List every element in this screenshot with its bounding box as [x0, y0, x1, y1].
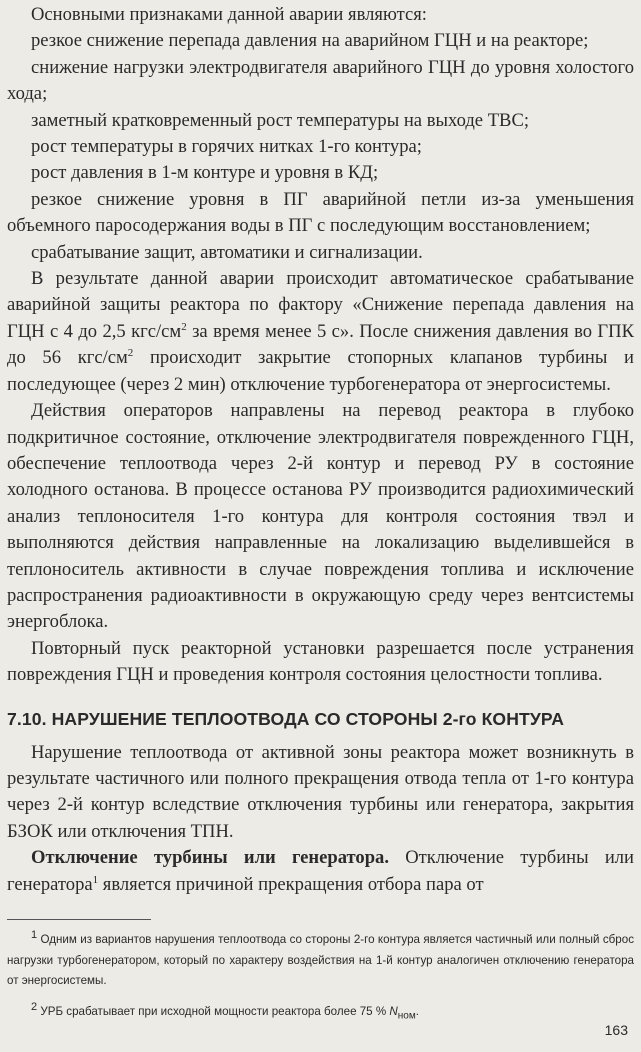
page-number: 163 [604, 1022, 628, 1038]
turbine-bold-lead: Отключение турбины или генератора. [31, 847, 390, 869]
footnote-mark: 1 [31, 929, 38, 942]
sign-item: рост давления в 1-м контуре и уровня в КД; [31, 162, 379, 184]
footnote-mark: 2 [31, 1000, 38, 1013]
intro-paragraph: Основными признаками данной аварии являются: [31, 4, 427, 25]
footnote-1 [7, 930, 634, 992]
footnote-text: УРБ срабатывает при исходной мощности реактора более 75 % [37, 1004, 390, 1018]
violation-paragraph: Нарушение теплоотвода от активной зоны реактора может возникнуть в результате частичного или полного прекращения отвода тепла от 1-го контура через 2-й контур вследствие отключения турбины или генератора, закрытия БЗОК или отключения ТПН. [7, 741, 634, 842]
superscript-2: 2 [181, 320, 187, 333]
restart-paragraph: Повторный пуск реакторной установки разрешается после устранения повреждения ГЦН и проведения контроля состояния целостности топлива. [7, 637, 634, 686]
turbine-text-a: Отключение турбины или генератора [7, 847, 635, 895]
operators-paragraph: Действия операторов направлены на перевод реактора в глубоко подкритичное состояние, отключение электродвигателя поврежденного ГЦН, обеспечение теплоотвода через 2-й контур и перевод РУ в состояние холодного останова. В процессе останова РУ производится радиохимический анализ теплоносителя 1-го контура для контроля состояния твэл и выполняются действия направленные на локализацию выделившейся в теплоноситель активности в случае повреждения топлива и исключение распространения радиоактивности в окружающую среду через вентсистемы энергоблока. [7, 400, 634, 633]
turbine-paragraph [7, 845, 634, 898]
sign-item: резкое снижение уровня в ПГ аварийной петли из-за уменьшения объемного паросодержания воды в ПГ с последующим восстановлением; [7, 188, 634, 237]
section-heading: 7.10. НАРУШЕНИЕ ТЕПЛООТВОДА СО СТОРОНЫ 2-го КОНТУРА [7, 708, 564, 729]
footnote-ref-1: 1 [92, 873, 99, 886]
footnote-text: Одним из вариантов нарушения теплоотвода со стороны 2-го контура является частичный или полный сброс нагрузки турбогенератором, который по характеру воздействия на 1-й контур аналогичен отключению генератора от энергосистемы. [7, 933, 634, 988]
footnote-end: . [415, 1004, 419, 1018]
turbine-text-b: является причиной прекращения отбора пара от [98, 873, 484, 895]
result-paragraph [7, 266, 634, 398]
power-subscript: ном [397, 1010, 416, 1022]
result-text-a: В результате данной аварии происходит автоматическое срабатывание аварийной защиты реактора по фактору «Снижение перепада давления на ГЦН с 4 до 2,5 кгс/см [7, 268, 634, 342]
sign-item: срабатывание защит, автоматики и сигнализации. [31, 241, 423, 263]
result-text-c: происходит закрытие стопорных клапанов турбины и последующее (через 2 мин) отключение турбогенератора от энергосистемы. [7, 347, 634, 395]
sign-item: рост температуры в горячих нитках 1-го контура; [31, 136, 422, 158]
result-text-b: за время менее 5 с». После снижения давления во ГПК до 56 кгс/см [7, 320, 634, 369]
sign-item: заметный кратковременный рост температуры на выходе ТВС; [31, 109, 530, 131]
superscript-2: 2 [127, 347, 134, 360]
sign-item: резкое снижение перепада давления на аварийном ГЦН и на реакторе; [31, 30, 589, 52]
power-symbol: N [389, 1004, 398, 1018]
footnote-divider [7, 919, 151, 920]
sign-item: снижение нагрузки электродвигателя аварийного ГЦН до уровня холостого хода; [7, 56, 634, 105]
footnote-2 [7, 1002, 634, 1023]
